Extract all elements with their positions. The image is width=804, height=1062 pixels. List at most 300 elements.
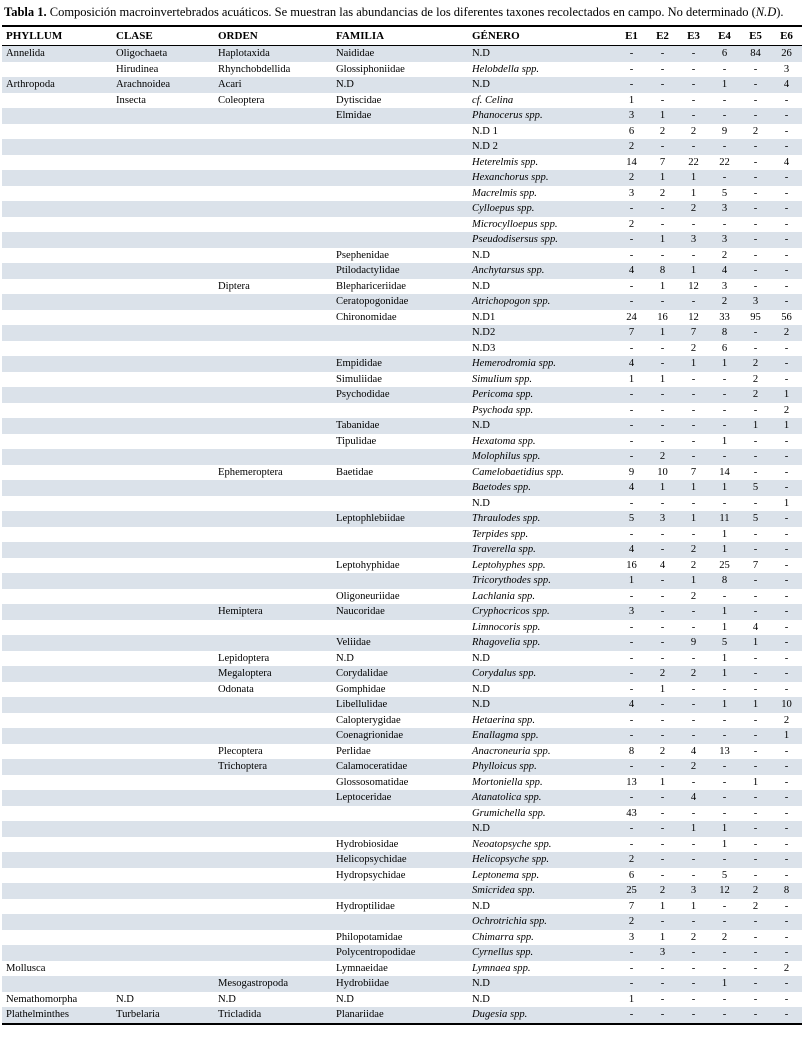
abundance-cell: 9 xyxy=(690,637,697,648)
abundance-cell: - xyxy=(722,172,727,183)
abundance-cell: - xyxy=(753,234,758,245)
abundance-cell: - xyxy=(691,404,696,416)
genero-cell: N.D3 xyxy=(472,342,496,354)
table-row xyxy=(2,434,802,450)
familia-cell xyxy=(332,155,468,171)
phylum-cell: Plathelminthes xyxy=(6,1009,69,1020)
abundance-cell: - xyxy=(691,94,696,106)
abundance-cell: - xyxy=(784,993,789,1005)
orden-cell xyxy=(214,434,332,450)
table-row xyxy=(2,868,802,884)
clase-cell xyxy=(112,790,214,806)
genero-cell: N.D xyxy=(472,823,490,834)
column-header-e3: E3 xyxy=(678,26,709,46)
abundance-cell: 1 xyxy=(659,172,666,183)
abundance-cell: 6 xyxy=(628,869,635,881)
table-row xyxy=(2,542,802,558)
abundance-cell: 2 xyxy=(690,342,697,354)
abundance-cell: - xyxy=(784,606,789,617)
abundance-cell: 2 xyxy=(690,668,697,679)
abundance-cell: - xyxy=(691,63,696,75)
abundance-cell: 6 xyxy=(628,125,635,137)
abundance-cell: - xyxy=(784,203,789,214)
clase-cell xyxy=(112,263,214,279)
abundance-cell: 10 xyxy=(657,466,668,478)
table-row xyxy=(2,480,802,496)
abundance-cell: - xyxy=(660,203,665,214)
abundance-cell: - xyxy=(753,978,758,989)
familia-cell xyxy=(332,821,468,837)
familia-cell xyxy=(332,883,468,899)
genero-cell: Microcylloepus spp. xyxy=(472,218,558,230)
abundance-cell: - xyxy=(784,373,789,385)
table-row xyxy=(2,775,802,791)
phylum-cell xyxy=(2,248,112,264)
column-header-orden: ORDEN xyxy=(214,26,332,46)
abundance-cell: - xyxy=(691,869,696,881)
clase-cell xyxy=(112,403,214,419)
orden-cell: Tricladida xyxy=(218,1009,262,1020)
genero-cell: N.D xyxy=(472,420,490,431)
abundance-cell: - xyxy=(722,63,727,75)
abundance-cell: 2 xyxy=(628,141,635,152)
column-header-e6: E6 xyxy=(771,26,802,46)
abundance-cell: 24 xyxy=(626,311,637,323)
table-row xyxy=(2,201,802,217)
orden-cell xyxy=(214,511,332,527)
abundance-cell: - xyxy=(691,838,696,850)
abundance-cell: - xyxy=(660,420,665,431)
abundance-cell: - xyxy=(784,668,789,679)
abundance-cell: 3 xyxy=(752,296,759,307)
table-row xyxy=(2,217,802,233)
abundance-cell: 2 xyxy=(690,203,697,214)
phylum-cell xyxy=(2,852,112,868)
familia-cell: Tipulidae xyxy=(336,435,377,447)
abundance-cell: - xyxy=(753,63,758,75)
abundance-cell: - xyxy=(722,714,727,726)
phylum-cell: Mollusca xyxy=(6,962,46,974)
genero-cell: Cylloepus spp. xyxy=(472,203,535,214)
phylum-cell xyxy=(2,666,112,682)
abundance-cell: - xyxy=(753,854,758,865)
abundance-cell: 95 xyxy=(750,311,761,323)
orden-cell: Coleoptera xyxy=(218,94,265,106)
phylum-cell xyxy=(2,186,112,202)
column-header-e5: E5 xyxy=(740,26,771,46)
abundance-cell: - xyxy=(784,435,789,447)
clase-cell: N.D xyxy=(116,993,134,1005)
abundance-cell: - xyxy=(784,761,789,772)
genero-cell: Smicridea spp. xyxy=(472,885,535,896)
abundance-cell: - xyxy=(629,497,634,509)
clase-cell xyxy=(112,217,214,233)
abundance-cell: - xyxy=(660,761,665,772)
abundance-cell: - xyxy=(660,1009,665,1020)
abundance-cell: 3 xyxy=(628,931,635,943)
familia-cell xyxy=(332,217,468,233)
abundance-cell: - xyxy=(691,730,696,741)
clase-cell xyxy=(112,480,214,496)
abundance-cell: 1 xyxy=(721,528,728,540)
phylum-cell xyxy=(2,697,112,713)
genero-cell: Pericoma spp. xyxy=(472,389,534,400)
genero-cell: N.D xyxy=(472,699,490,710)
clase-cell xyxy=(112,232,214,248)
abundance-cell: - xyxy=(784,544,789,555)
abundance-cell: - xyxy=(753,761,758,772)
abundance-cell: - xyxy=(722,962,727,974)
familia-cell: Polycentropodidae xyxy=(336,947,416,958)
phylum-cell xyxy=(2,914,112,930)
familia-cell: Tabanidae xyxy=(336,420,380,431)
abundance-cell: - xyxy=(660,652,665,664)
column-header-e1: E1 xyxy=(616,26,647,46)
genero-cell: N.D 1 xyxy=(472,125,498,137)
abundance-cell: 1 xyxy=(721,621,728,633)
orden-cell: Trichoptera xyxy=(218,761,268,772)
table-row xyxy=(2,914,802,930)
abundance-cell: - xyxy=(753,745,758,757)
abundance-cell: 1 xyxy=(752,420,759,431)
abundance-cell: 8 xyxy=(628,745,635,757)
abundance-cell: 2 xyxy=(690,931,697,943)
abundance-cell: - xyxy=(753,187,758,199)
orden-cell xyxy=(214,899,332,915)
table-caption xyxy=(2,2,802,25)
column-header-clase: CLASE xyxy=(112,26,214,46)
abundance-cell: 3 xyxy=(628,110,635,121)
clase-cell xyxy=(112,976,214,992)
abundance-cell: 10 xyxy=(781,699,792,710)
abundance-cell: - xyxy=(722,916,727,927)
abundance-cell: - xyxy=(660,358,665,369)
table-row xyxy=(2,558,802,574)
abundance-cell: - xyxy=(722,993,727,1005)
abundance-cell: - xyxy=(660,389,665,400)
abundance-cell: 4 xyxy=(690,745,697,757)
abundance-cell: - xyxy=(660,854,665,865)
orden-cell: Acari xyxy=(218,79,242,90)
abundance-cell: - xyxy=(784,931,789,943)
abundance-cell: - xyxy=(691,683,696,695)
familia-cell: Empididae xyxy=(336,358,382,369)
abundance-cell: - xyxy=(660,544,665,555)
orden-cell xyxy=(214,248,332,264)
caption-nd-abbrev: N.D xyxy=(755,5,777,19)
abundance-cell: - xyxy=(722,451,727,462)
genero-cell: Hetaerina spp. xyxy=(472,714,535,726)
abundance-cell: - xyxy=(660,296,665,307)
phylum-cell xyxy=(2,201,112,217)
abundance-cell: 14 xyxy=(719,466,730,478)
clase-cell xyxy=(112,837,214,853)
orden-cell xyxy=(214,496,332,512)
abundance-cell: 9 xyxy=(721,125,728,137)
abundance-cell: 3 xyxy=(690,234,697,245)
table-row xyxy=(2,930,802,946)
genero-cell: Lymnaea spp. xyxy=(472,962,531,974)
abundance-cell: - xyxy=(722,683,727,695)
abundance-cell: - xyxy=(660,621,665,633)
abundance-cell: - xyxy=(753,590,758,602)
abundance-cell: 3 xyxy=(721,203,728,214)
abundance-cell: - xyxy=(660,730,665,741)
abundance-cell: - xyxy=(629,823,634,834)
familia-cell: Dytiscidae xyxy=(336,94,382,106)
abundance-cell: - xyxy=(753,497,758,509)
abundance-cell: - xyxy=(753,94,758,106)
familia-cell: Naididae xyxy=(336,48,375,59)
abundance-cell: - xyxy=(784,854,789,865)
clase-cell xyxy=(112,852,214,868)
clase-cell xyxy=(112,542,214,558)
phylum-cell xyxy=(2,480,112,496)
abundance-cell: - xyxy=(660,699,665,710)
orden-cell: Plecoptera xyxy=(218,745,263,757)
abundance-cell: - xyxy=(629,947,634,958)
abundance-cell: - xyxy=(691,528,696,540)
phylum-cell xyxy=(2,62,112,78)
abundance-cell: 3 xyxy=(628,187,635,199)
orden-cell xyxy=(214,558,332,574)
abundance-cell: - xyxy=(660,528,665,540)
table-row xyxy=(2,666,802,682)
phylum-cell xyxy=(2,263,112,279)
abundance-cell: - xyxy=(691,79,696,90)
table-row xyxy=(2,124,802,140)
phylum-cell xyxy=(2,465,112,481)
abundance-cell: 5 xyxy=(721,869,728,881)
abundance-cell: - xyxy=(722,730,727,741)
clase-cell: Turbelaria xyxy=(116,1009,160,1020)
abundance-cell: - xyxy=(660,79,665,90)
table-row xyxy=(2,46,802,62)
clase-cell xyxy=(112,651,214,667)
familia-cell xyxy=(332,620,468,636)
genero-cell: N.D xyxy=(472,978,490,989)
column-header-phyllum: PHYLLUM xyxy=(2,26,112,46)
abundance-cell: - xyxy=(753,404,758,416)
clase-cell xyxy=(112,465,214,481)
abundance-cell: 1 xyxy=(783,420,790,431)
clase-cell xyxy=(112,589,214,605)
familia-cell: Glossiphoniidae xyxy=(336,63,405,75)
abundance-cell: - xyxy=(691,652,696,664)
abundance-cell: - xyxy=(691,110,696,121)
table-row xyxy=(2,837,802,853)
genero-cell: Psychoda spp. xyxy=(472,404,534,416)
abundance-cell: - xyxy=(629,451,634,462)
abundance-cell: - xyxy=(629,389,634,400)
phylum-cell xyxy=(2,124,112,140)
genero-cell: Cyrnellus spp. xyxy=(472,947,534,958)
table-row xyxy=(2,310,802,326)
abundance-cell: 25 xyxy=(626,885,637,896)
table-row xyxy=(2,961,802,977)
abundance-cell: - xyxy=(722,590,727,602)
abundance-cell: 1 xyxy=(690,358,697,369)
clase-cell xyxy=(112,759,214,775)
familia-cell: Gomphidae xyxy=(336,683,386,695)
table-row xyxy=(2,232,802,248)
phylum-cell: Arthropoda xyxy=(6,79,55,90)
abundance-cell: 1 xyxy=(690,900,697,912)
abundance-cell: 5 xyxy=(721,637,728,648)
abundance-cell: - xyxy=(660,807,665,819)
clase-cell xyxy=(112,496,214,512)
orden-cell xyxy=(214,294,332,310)
phylum-cell xyxy=(2,620,112,636)
clase-cell xyxy=(112,325,214,341)
abundance-cell: 1 xyxy=(721,652,728,664)
abundance-cell: - xyxy=(660,823,665,834)
abundance-cell: 1 xyxy=(690,823,697,834)
abundance-cell: 16 xyxy=(657,311,668,323)
table-row xyxy=(2,108,802,124)
orden-cell xyxy=(214,837,332,853)
orden-cell: Odonata xyxy=(218,683,254,695)
table-row xyxy=(2,77,802,93)
familia-cell: Ceratopogonidae xyxy=(336,296,409,307)
abundance-cell: 2 xyxy=(628,916,635,927)
abundance-cell: 1 xyxy=(783,730,790,741)
clase-cell: Oligochaeta xyxy=(116,48,168,59)
abundance-cell: - xyxy=(753,172,758,183)
abundance-cell: - xyxy=(753,342,758,354)
orden-cell: Hemiptera xyxy=(218,606,263,617)
abundance-cell: 1 xyxy=(659,373,666,385)
abundance-cell: - xyxy=(629,730,634,741)
abundance-cell: 1 xyxy=(721,838,728,850)
abundance-cell: 2 xyxy=(659,125,666,137)
abundance-cell: 2 xyxy=(752,125,759,137)
abundance-cell: - xyxy=(660,978,665,989)
abundance-cell: 2 xyxy=(721,296,728,307)
phylum-cell xyxy=(2,868,112,884)
genero-cell: Anchytarsus spp. xyxy=(472,265,545,276)
phylum-cell xyxy=(2,558,112,574)
abundance-cell: - xyxy=(784,823,789,834)
abundance-cell: 1 xyxy=(783,497,790,509)
abundance-cell: - xyxy=(629,978,634,989)
genero-cell: Dugesia spp. xyxy=(472,1009,528,1020)
orden-cell xyxy=(214,356,332,372)
orden-cell xyxy=(214,790,332,806)
genero-cell: Atanatolica spp. xyxy=(472,792,542,803)
familia-cell: Philopotamidae xyxy=(336,931,403,943)
orden-cell xyxy=(214,108,332,124)
table-row xyxy=(2,790,802,806)
column-header-e4: E4 xyxy=(709,26,740,46)
abundance-cell: - xyxy=(753,141,758,152)
clase-cell xyxy=(112,186,214,202)
abundance-cell: - xyxy=(691,373,696,385)
familia-cell: Baetidae xyxy=(336,466,374,478)
orden-cell xyxy=(214,372,332,388)
orden-cell xyxy=(214,945,332,961)
familia-cell xyxy=(332,573,468,589)
abundance-cell: - xyxy=(660,575,665,586)
familia-cell: Libellulidae xyxy=(336,699,388,710)
abundance-cell: 4 xyxy=(628,358,635,369)
abundance-cell: 4 xyxy=(628,482,635,493)
abundance-cell: 2 xyxy=(659,451,666,462)
abundance-cell: - xyxy=(691,296,696,307)
phylum-cell xyxy=(2,542,112,558)
familia-cell: Blephariceriidae xyxy=(336,280,406,292)
abundance-cell: - xyxy=(784,621,789,633)
clase-cell xyxy=(112,728,214,744)
caption-text: Composición macroinvertebrados acuáticos. Se muestran las abundancias de los diferentes taxones recolectados en campo. No determinado ( xyxy=(46,5,756,19)
genero-cell: Heterelmis spp. xyxy=(472,156,539,168)
abundance-cell: 11 xyxy=(719,513,730,524)
abundance-cell: 6 xyxy=(721,48,728,59)
abundance-cell: - xyxy=(753,823,758,834)
abundance-cell: 13 xyxy=(719,745,730,757)
column-header-genero: GÉNERO xyxy=(468,26,616,46)
abundance-cell: 26 xyxy=(781,48,792,59)
clase-cell xyxy=(112,775,214,791)
abundance-cell: - xyxy=(753,528,758,540)
abundance-cell: 1 xyxy=(628,373,635,385)
abundance-cell: - xyxy=(753,249,758,261)
abundance-cell: 1 xyxy=(659,900,666,912)
orden-cell xyxy=(214,914,332,930)
familia-cell xyxy=(332,403,468,419)
familia-cell: Chironomidae xyxy=(336,311,397,323)
familia-cell xyxy=(332,186,468,202)
abundance-cell: 1 xyxy=(628,993,635,1005)
abundance-cell: - xyxy=(753,714,758,726)
abundance-cell: 2 xyxy=(690,761,697,772)
familia-cell: Lymnaeidae xyxy=(336,962,388,974)
abundance-cell: 22 xyxy=(688,156,699,168)
clase-cell: Arachnoidea xyxy=(116,79,171,90)
genero-cell: N.D xyxy=(472,993,490,1005)
genero-cell: Ochrotrichia spp. xyxy=(472,916,547,927)
table-row xyxy=(2,449,802,465)
abundance-cell: - xyxy=(753,466,758,478)
genero-cell: Leptohyphes spp. xyxy=(472,559,546,571)
abundance-cell: 1 xyxy=(659,683,666,695)
abundance-table xyxy=(2,25,802,1025)
abundance-cell: - xyxy=(784,172,789,183)
clase-cell xyxy=(112,573,214,589)
table-row xyxy=(2,62,802,78)
table-row xyxy=(2,589,802,605)
abundance-cell: - xyxy=(660,249,665,261)
table-row xyxy=(2,992,802,1008)
clase-cell xyxy=(112,449,214,465)
orden-cell xyxy=(214,775,332,791)
abundance-cell: 4 xyxy=(628,699,635,710)
abundance-cell: - xyxy=(784,900,789,912)
familia-cell xyxy=(332,496,468,512)
abundance-cell: - xyxy=(784,683,789,695)
abundance-cell: - xyxy=(722,761,727,772)
phylum-cell xyxy=(2,356,112,372)
abundance-cell: 2 xyxy=(752,900,759,912)
orden-cell xyxy=(214,186,332,202)
abundance-cell: - xyxy=(753,993,758,1005)
clase-cell: Hirudinea xyxy=(116,63,159,75)
abundance-cell: 4 xyxy=(628,544,635,555)
phylum-cell xyxy=(2,139,112,155)
abundance-cell: 2 xyxy=(783,714,790,726)
orden-cell xyxy=(214,589,332,605)
abundance-cell: 3 xyxy=(659,947,666,958)
